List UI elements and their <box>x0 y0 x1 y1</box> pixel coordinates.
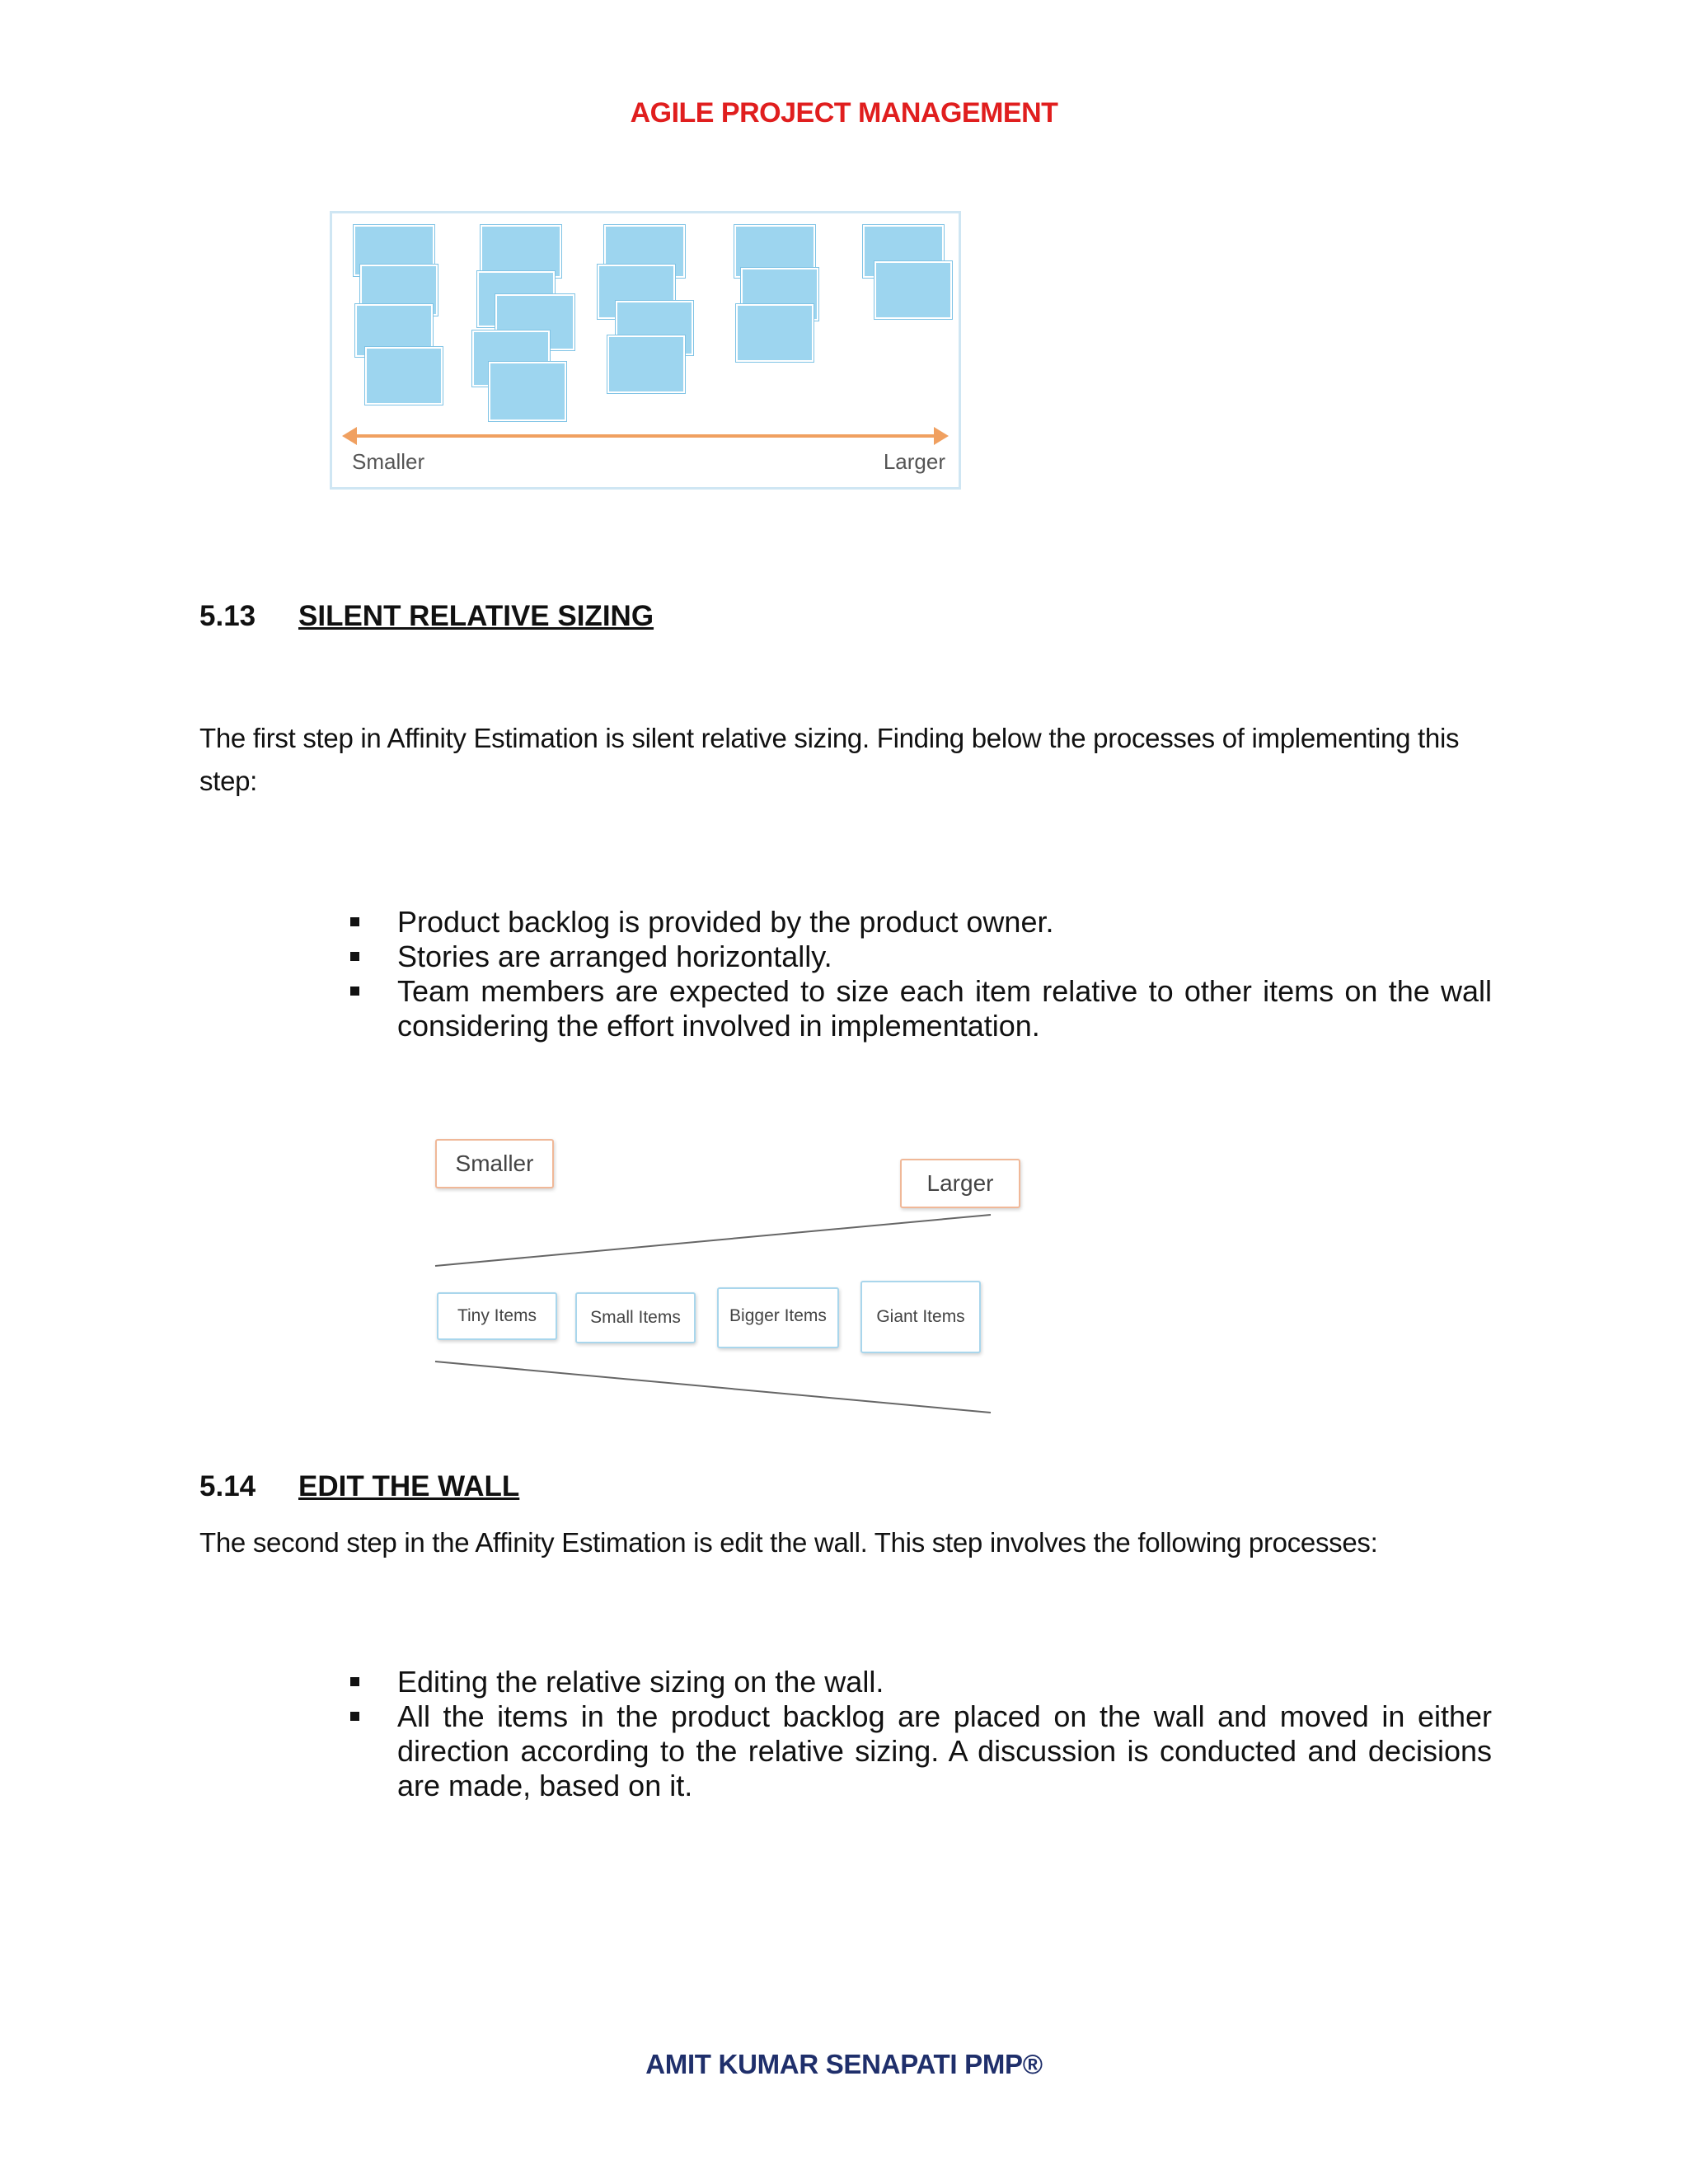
list-item: Team members are expected to size each item relative to other items on the wall considering the effort involved in implementation. <box>346 974 1492 1043</box>
story-card <box>607 335 685 393</box>
story-card <box>365 347 443 405</box>
section-intro: The second step in the Affinity Estimation is edit the wall. This step involves the following processes: <box>199 1527 1378 1558</box>
item-box-tiny: Tiny Items <box>437 1292 557 1340</box>
item-box-giant: Giant Items <box>860 1281 981 1353</box>
list-item: All the items in the product backlog are placed on the wall and moved in either direction according to the relative sizing. A discussion is conducted and decisions are made, based on it. <box>346 1699 1492 1803</box>
list-item: Stories are arranged horizontally. <box>346 940 1492 974</box>
relative-sizing-funnel-figure <box>429 1129 1022 1418</box>
size-axis <box>345 434 944 438</box>
arrow-right-icon <box>934 427 949 445</box>
arrow-left-icon <box>342 427 357 445</box>
larger-label: Larger <box>900 1159 1020 1208</box>
story-card <box>736 304 814 362</box>
section-title: EDIT THE WALL <box>298 1470 520 1502</box>
bullet-list <box>346 1665 1492 1803</box>
story-card <box>489 362 566 421</box>
section-intro: The first step in Affinity Estimation is silent relative sizing. Finding below the processes of implementing this step: <box>199 723 1460 796</box>
story-card <box>481 225 561 278</box>
smaller-label: Smaller <box>435 1139 554 1188</box>
section-title: SILENT RELATIVE SIZING <box>298 600 654 632</box>
item-box-small: Small Items <box>575 1292 696 1343</box>
bullet-list <box>346 905 1492 1043</box>
section-number: 5.13 <box>199 600 256 632</box>
axis-label-smaller: Smaller <box>352 449 425 474</box>
item-box-bigger: Bigger Items <box>717 1287 839 1348</box>
section-number: 5.14 <box>199 1470 256 1502</box>
story-card <box>874 261 952 319</box>
page-header-title: AGILE PROJECT MANAGEMENT <box>630 97 1058 129</box>
page-footer-author: AMIT KUMAR SENAPATI PMP® <box>645 2049 1043 2079</box>
axis-label-larger: Larger <box>883 449 945 474</box>
list-item: Editing the relative sizing on the wall. <box>346 1665 1492 1699</box>
affinity-cards-figure <box>330 211 961 490</box>
list-item: Product backlog is provided by the product owner. <box>346 905 1492 940</box>
